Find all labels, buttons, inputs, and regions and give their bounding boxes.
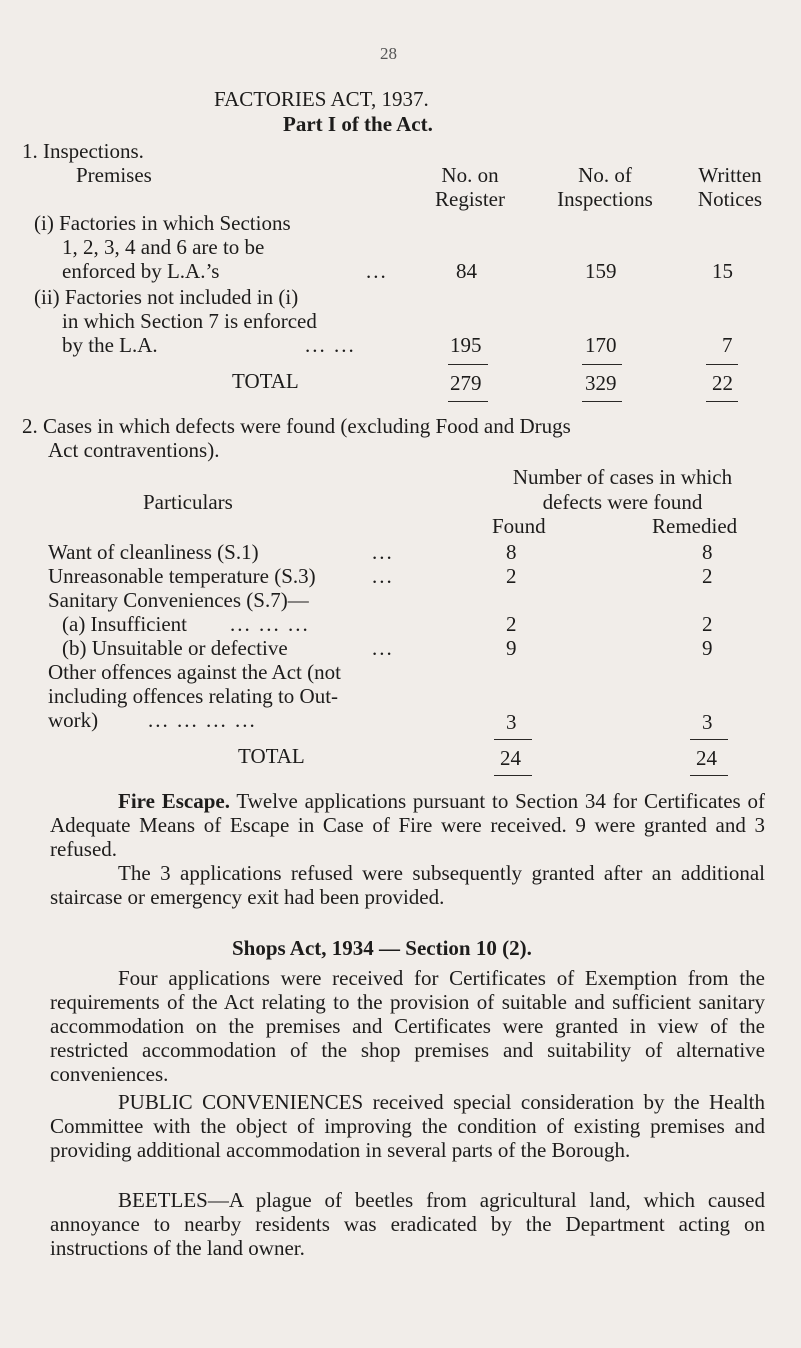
defect-found: 9: [506, 636, 517, 660]
defect-found: 2: [506, 564, 517, 588]
rule: [494, 739, 532, 740]
row1-line2: 1, 2, 3, 4 and 6 are to be: [62, 235, 265, 259]
beetles-paragraph: BEETLES—A plague of beetles from agricultural land, which caused annoyance to nearby residents was eradicated by the Department acting on instructions of the land owner.: [50, 1188, 765, 1260]
col-register-2: Register: [435, 187, 505, 211]
defect-row: Other offences against the Act (not: [48, 660, 341, 684]
rule: [448, 401, 488, 402]
row2-inspections: 170: [585, 333, 617, 357]
defect-remedied: 3: [702, 710, 713, 734]
fire-escape-text: Twelve applications pursuant to Section 34 for Certificates of Adequate Means of Escape in Case of Fire were received. 9 were granted and 3 refused.: [50, 789, 765, 861]
section1-total-register: 279: [450, 371, 482, 395]
defect-remedied: 2: [702, 612, 713, 636]
defect-row: including offences relating to Out-: [48, 684, 339, 708]
col-found: Found: [492, 514, 546, 538]
row2-leader: ... ...: [305, 333, 356, 357]
col-remedied: Remedied: [652, 514, 738, 538]
rule: [582, 401, 622, 402]
rule: [706, 401, 738, 402]
page-subtitle: Part I of the Act.: [283, 112, 433, 136]
fire-escape-paragraph-2: The 3 applications refused were subsequently granted after an additional staircase or emergency exit had been provided.: [50, 861, 765, 909]
col-premises: Premises: [76, 163, 152, 187]
section1-total-inspections: 329: [585, 371, 617, 395]
defect-found: 2: [506, 612, 517, 636]
col-inspections-2: Inspections: [557, 187, 653, 211]
rule: [582, 364, 622, 365]
rule: [494, 775, 532, 776]
section2-total-label: TOTAL: [238, 744, 305, 768]
section1-total-label: TOTAL: [232, 369, 299, 393]
row1-leader: ...: [366, 259, 388, 283]
section1-heading: 1. Inspections.: [22, 139, 144, 163]
defect-remedied: 2: [702, 564, 713, 588]
shops-act-heading: Shops Act, 1934 — Section 10 (2).: [232, 936, 532, 960]
public-conveniences-paragraph: PUBLIC CONVENIENCES received special consideration by the Health Committee with the object of improving the condition of existing premises and providing additional accommodation in several parts of the Borough.: [50, 1090, 765, 1162]
defect-row: (a) Insufficient: [62, 612, 187, 636]
section2-heading-line1: 2. Cases in which defects were found (excluding Food and Drugs: [22, 414, 571, 438]
section2-heading-line2: Act contraventions).: [48, 438, 220, 462]
rule: [448, 364, 488, 365]
defect-found: 3: [506, 710, 517, 734]
section1-total-notices: 22: [712, 371, 733, 395]
col-number-2: defects were found: [542, 490, 703, 514]
row1-line1: (i) Factories in which Sections: [34, 211, 291, 235]
defect-row: Unreasonable temperature (S.3): [48, 564, 316, 588]
page-number: 28: [380, 44, 397, 63]
row-leader: ...: [372, 540, 394, 564]
row-leader: ... ... ... ...: [148, 708, 257, 732]
section2-total-remedied: 24: [696, 746, 717, 770]
defect-row: (b) Unsuitable or defective: [62, 636, 288, 660]
defect-row: Sanitary Conveniences (S.7)—: [48, 588, 309, 612]
col-particulars: Particulars: [143, 490, 233, 514]
row1-line3: enforced by L.A.’s: [62, 259, 220, 283]
fire-escape-lead: Fire Escape.: [118, 789, 230, 813]
col-number-1: Number of cases in which: [512, 465, 733, 489]
row-leader: ...: [372, 636, 394, 660]
defect-remedied: 9: [702, 636, 713, 660]
row1-inspections: 159: [585, 259, 617, 283]
col-register-1: No. on: [441, 163, 499, 187]
defect-row: Want of cleanliness (S.1): [48, 540, 259, 564]
defect-found: 8: [506, 540, 517, 564]
row2-notices: 7: [722, 333, 733, 357]
row-leader: ... ... ...: [230, 612, 310, 636]
row-leader: ...: [372, 564, 394, 588]
shops-act-paragraph: Four applications were received for Certificates of Exemption from the requirements of the Act relating to the provision of suitable and sufficient sanitary accommodation on the premises and Certificates were granted in view of the restricted accommodation of the shop premises and suitability of alternative conveniences.: [50, 966, 765, 1086]
rule: [706, 364, 738, 365]
rule: [690, 775, 728, 776]
fire-escape-paragraph: [50, 789, 765, 861]
col-inspections-1: No. of: [578, 163, 632, 187]
defect-remedied: 8: [702, 540, 713, 564]
defect-row: work): [48, 708, 99, 732]
col-notices-2: Notices: [697, 187, 763, 211]
row2-register: 195: [450, 333, 482, 357]
row2-line1: (ii) Factories not included in (i): [34, 285, 299, 309]
rule: [690, 739, 728, 740]
row2-line3: by the L.A.: [62, 333, 158, 357]
row1-register: 84: [456, 259, 477, 283]
row2-line2: in which Section 7 is enforced: [62, 309, 317, 333]
page-title: FACTORIES ACT, 1937.: [214, 87, 429, 111]
col-notices-1: Written: [698, 163, 762, 187]
section2-total-found: 24: [500, 746, 521, 770]
row1-notices: 15: [712, 259, 733, 283]
